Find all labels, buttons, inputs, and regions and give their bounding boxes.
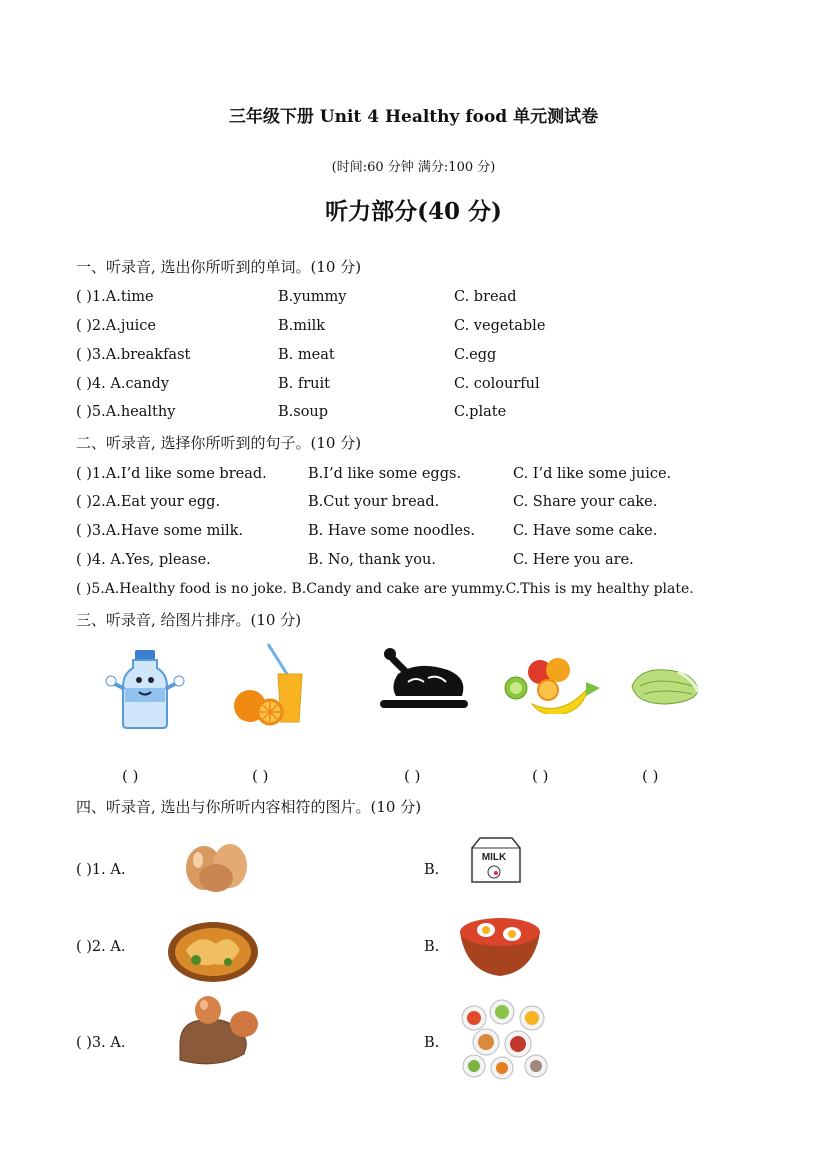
question-label: ( )2. A. [76,939,126,955]
question-label: ( )3.A.Have some milk. [76,523,244,539]
option-c: C.plate [454,404,507,420]
milk-carton-icon [466,834,524,886]
option-b: B. fruit [278,376,330,392]
question-label: ( )2.A.Eat your egg. [76,494,221,510]
question-label: ( )1. A. [76,862,126,878]
page-title: 三年级下册 Unit 4 Healthy food 单元测试卷 [228,107,599,127]
section-1-heading: 一、听录音, 选出你所听到的单词。(10 分) [76,258,362,276]
question-label: ( )4. A.Yes, please. [76,552,211,568]
question-label: ( )5.A.Healthy food is no joke. B.Candy and cake are yummy.C.This is my healthy plate. [76,581,694,597]
chicken-dish-icon [166,920,260,984]
option-b: B. No, thank you. [308,552,436,568]
option-c: C.egg [454,347,497,363]
question-label: ( )5.A.healthy [76,404,176,420]
option-c: C. Have some cake. [513,523,658,539]
option-c: C. bread [454,289,517,305]
option-c: C. Here you are. [513,552,634,568]
answer-blank[interactable]: ( ) [532,767,549,785]
question-label: ( )3.A.breakfast [76,347,191,363]
option-b: B. [424,862,440,878]
milk-label: MILK [481,852,507,863]
option-c: C. colourful [454,376,540,392]
option-c: C. Share your cake. [513,494,658,510]
question-label: ( )1.A.time [76,289,154,305]
answer-blank[interactable]: ( ) [252,767,269,785]
fruit-pile-icon [502,652,602,714]
option-c: C. vegetable [454,318,546,334]
eggs-icon [180,838,252,892]
food-platter-icon [456,998,556,1080]
cabbage-icon [628,664,700,706]
bread-eggs-icon [176,994,264,1070]
option-b: B. [424,1035,440,1051]
question-label: ( )4. A.candy [76,376,170,392]
part-heading: 听力部分(40 分) [325,198,502,225]
option-b: B.I’d like some eggs. [308,466,462,482]
option-c: C. I’d like some juice. [513,466,672,482]
answer-blank[interactable]: ( ) [122,767,139,785]
option-b: B. [424,939,440,955]
roast-chicken-icon [378,644,470,714]
water-bottle-icon [105,648,185,730]
section-3-heading: 三、听录音, 给图片排序。(10 分) [76,611,302,629]
orange-juice-icon [232,642,308,726]
question-label: ( )3. A. [76,1035,126,1051]
answer-blank[interactable]: ( ) [404,767,421,785]
option-b: B. Have some noodles. [308,523,476,539]
option-b: B.yummy [278,289,347,305]
option-b: B.Cut your bread. [308,494,440,510]
section-2-heading: 二、听录音, 选择你所听到的句子。(10 分) [76,434,362,452]
option-b: B.soup [278,404,329,420]
question-label: ( )1.A.I’d like some bread. [76,466,267,482]
exam-meta: (时间:60 分钟 满分:100 分) [331,160,496,175]
answer-blank[interactable]: ( ) [642,767,659,785]
option-b: B. meat [278,347,335,363]
option-b: B.milk [278,318,326,334]
section-4-heading: 四、听录音, 选出与你所听内容相符的图片。(10 分) [76,798,422,816]
question-label: ( )2.A.juice [76,318,157,334]
egg-soup-icon [458,914,542,978]
